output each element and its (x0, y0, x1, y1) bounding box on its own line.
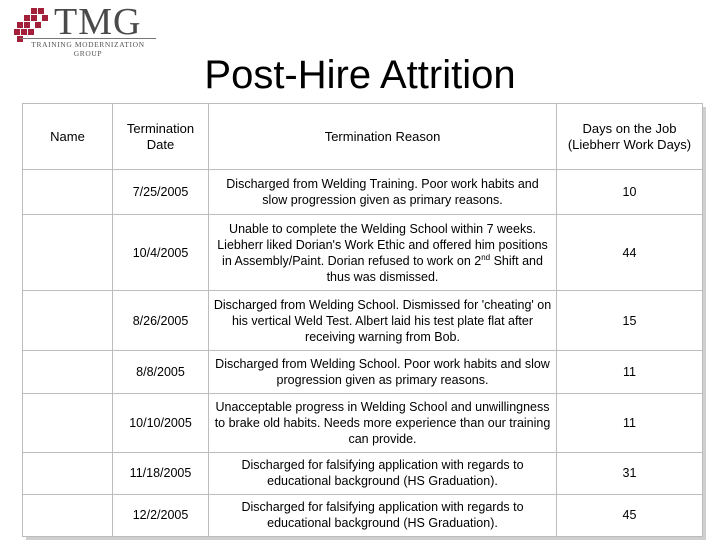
logo-wordmark: TMG (54, 1, 142, 43)
cell-date: 7/25/2005 (113, 170, 209, 215)
cell-reason: Discharged for falsifying application with regards to educational background (HS Graduation). (209, 494, 557, 536)
cell-name (23, 452, 113, 494)
cell-name (23, 291, 113, 351)
cell-days: 11 (557, 393, 703, 452)
table-header-row (23, 104, 703, 170)
logo-tagline: TRAINING MODERNIZATION GROUP (20, 38, 156, 58)
table-row (23, 494, 703, 536)
table-row (23, 452, 703, 494)
cell-days: 31 (557, 452, 703, 494)
cell-name (23, 393, 113, 452)
attrition-table (22, 103, 703, 537)
cell-date: 8/26/2005 (113, 291, 209, 351)
page-title: Post-Hire Attrition (204, 53, 516, 97)
cell-days: 45 (557, 494, 703, 536)
cell-date: 8/8/2005 (113, 351, 209, 393)
cell-days: 10 (557, 170, 703, 215)
cell-days: 44 (557, 215, 703, 291)
cell-date: 11/18/2005 (113, 452, 209, 494)
cell-reason: Discharged from Welding School. Poor work habits and slow progression given as primary reasons. (209, 351, 557, 393)
table-row (23, 215, 703, 291)
logo-grid-icon (14, 8, 48, 42)
cell-days: 15 (557, 291, 703, 351)
cell-reason: Unable to complete the Welding School within 7 weeks. Liebherr liked Dorian's Work Ethic and offered him positions in Assembly/Paint. Dorian refused to work on 2nd Shift and thus was dismissed. (209, 215, 557, 291)
header-days-on-job: Days on the Job (Liebherr Work Days) (557, 104, 703, 170)
cell-days: 11 (557, 351, 703, 393)
cell-name (23, 494, 113, 536)
header-name: Name (23, 104, 113, 170)
cell-name (23, 351, 113, 393)
table-row (23, 393, 703, 452)
cell-reason: Discharged from Welding Training. Poor work habits and slow progression given as primary reasons. (209, 170, 557, 215)
cell-name (23, 170, 113, 215)
cell-reason: Discharged for falsifying application with regards to educational background (HS Graduation). (209, 452, 557, 494)
header-termination-date: Termination Date (113, 104, 209, 170)
cell-reason: Discharged from Welding School. Dismissed for 'cheating' on his vertical Weld Test. Albert laid his test plate flat after receiving warning from Bob. (209, 291, 557, 351)
tmg-logo (14, 1, 154, 58)
cell-reason: Unacceptable progress in Welding School and unwillingness to brake old habits. Needs more experience than our training can provide. (209, 393, 557, 452)
header-termination-reason: Termination Reason (209, 104, 557, 170)
cell-name (23, 215, 113, 291)
table-row (23, 170, 703, 215)
cell-date: 12/2/2005 (113, 494, 209, 536)
cell-date: 10/4/2005 (113, 215, 209, 291)
cell-date: 10/10/2005 (113, 393, 209, 452)
table-row (23, 351, 703, 393)
attrition-table-container (22, 103, 702, 537)
table-row (23, 291, 703, 351)
